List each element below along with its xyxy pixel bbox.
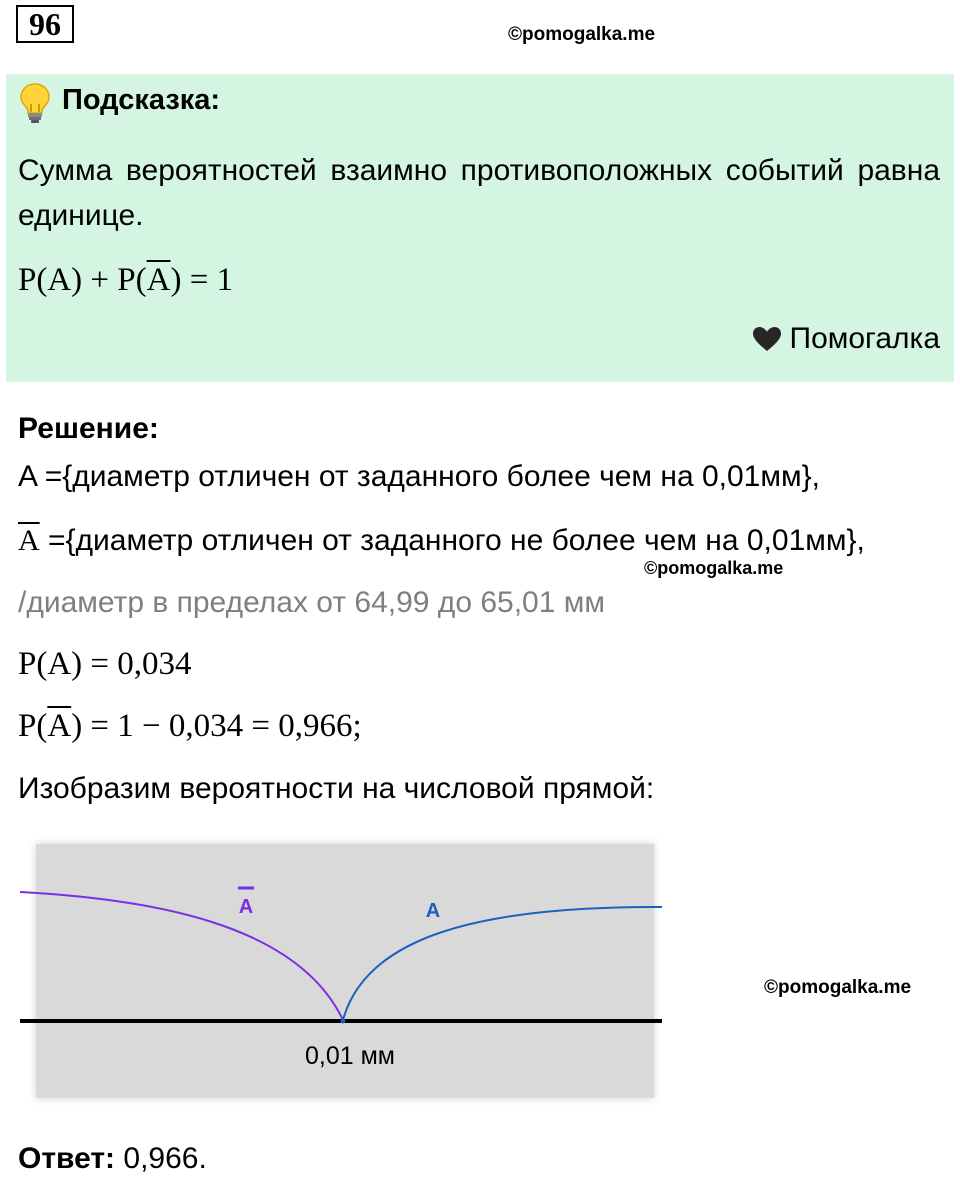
hint-text: Сумма вероятностей взаимно противоположных событий равна единице. <box>18 154 940 232</box>
pnota-left: P( <box>18 708 48 744</box>
formula-right: ) = 1 <box>170 262 234 298</box>
a-label: A <box>425 900 441 922</box>
answer-label: Ответ: <box>18 1142 116 1175</box>
solution-line-a: A ={диаметр отличен от заданного более чем на 0,01мм}, <box>18 460 820 493</box>
pnota-bar: $\overline{A}$ <box>47 708 72 744</box>
answer-value: 0,966. <box>115 1142 207 1175</box>
problem-number: 96 <box>16 5 74 43</box>
number-line-intro: Изобразим вероятности на числовой прямой: <box>18 772 655 805</box>
watermark-diagram: ©pomogalka.me <box>764 977 912 998</box>
probability-not-a <box>18 708 362 745</box>
watermark-middle: ©pomogalka.me <box>644 558 784 578</box>
number-line-diagram <box>0 830 960 1110</box>
pnota-right: ) = 1 − 0,034 = 0,966; <box>71 708 362 744</box>
hint-title: Подсказка: <box>62 84 221 116</box>
heart-icon <box>752 326 782 352</box>
not-a-definition: ={диаметр отличен от заданного не более чем на 0,01мм}, <box>39 524 865 557</box>
formula-left: P(A) + P( <box>18 262 147 298</box>
solution-title: Решение: <box>18 412 159 445</box>
answer <box>18 1142 207 1176</box>
probability-a: P(A) = 0,034 <box>18 646 192 682</box>
lightbulb-icon <box>18 82 52 124</box>
solution-diameter-range: /диаметр в пределах от 64,99 до 65,01 мм <box>18 586 605 619</box>
axis-label: 0,01 мм <box>305 1042 395 1070</box>
not-a-label: A <box>238 896 254 918</box>
brand-name: Помогалка <box>789 322 940 355</box>
watermark-top: ©pomogalka.me <box>508 24 656 45</box>
axis-point <box>341 1019 346 1024</box>
solution-line-not-a <box>18 524 865 558</box>
formula-a-bar: $\overline{A}$ <box>146 262 171 298</box>
brand <box>752 322 941 356</box>
not-a-symbol: $\overline{A}$ <box>18 524 40 557</box>
hint-formula <box>18 262 233 299</box>
